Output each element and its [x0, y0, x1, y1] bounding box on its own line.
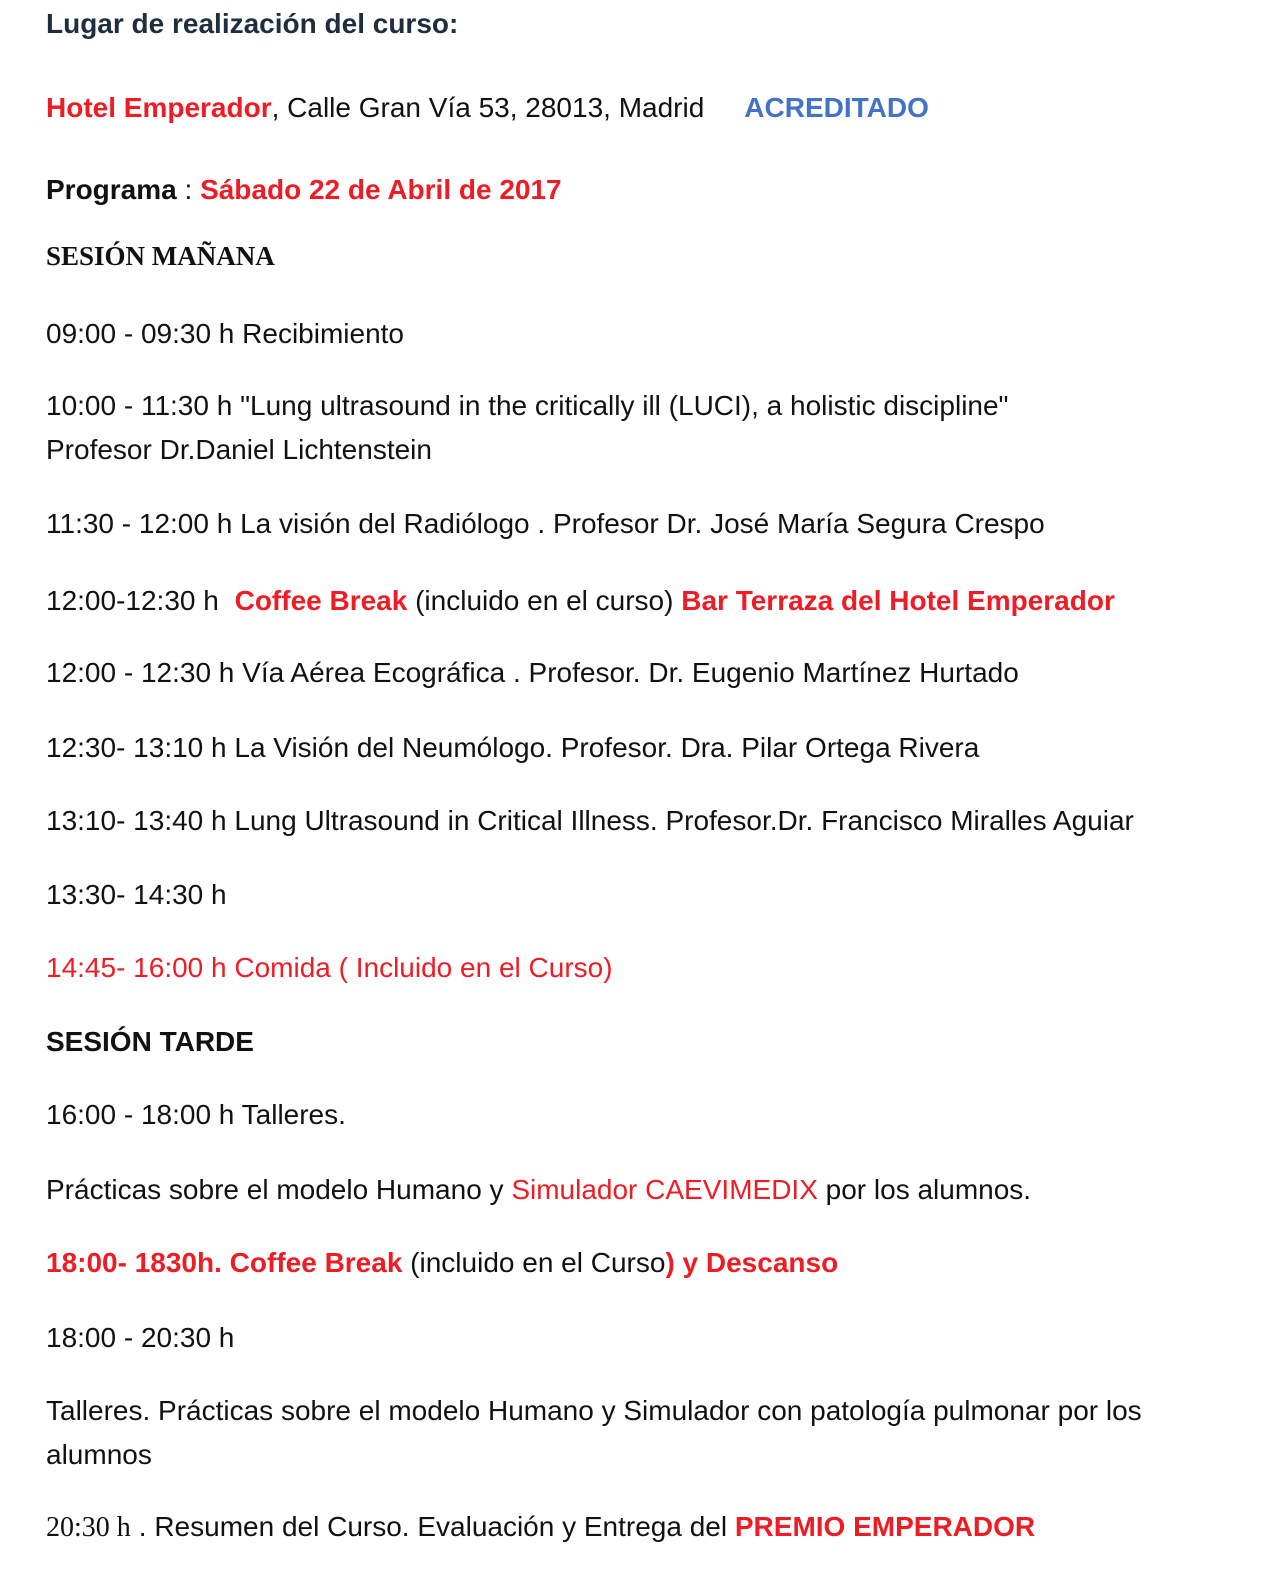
schedule-item: 13:30- 14:30 h: [46, 879, 227, 910]
lunch-item: 14:45- 16:00 h Comida ( Incluido en el Curso): [46, 952, 613, 983]
afternoon-session-heading: SESIÓN TARDE: [46, 1026, 254, 1057]
schedule-item: 13:10- 13:40 h Lung Ultrasound in Critical Illness. Profesor.Dr. Francisco Miralles Aguiar: [46, 805, 1134, 836]
coffee-break-label: 18:00- 1830h. Coffee Break: [46, 1247, 403, 1278]
schedule-item: 18:00 - 20:30 h: [46, 1322, 235, 1353]
program-date: Sábado 22 de Abril de 2017: [200, 174, 562, 205]
schedule-item: Talleres. Prácticas sobre el modelo Humano y Simulador con patología pulmonar por los: [46, 1395, 1142, 1426]
venue-line: [46, 90, 929, 126]
coffee-break-place: Bar Terraza del Hotel Emperador: [681, 585, 1115, 616]
hotel-name: Hotel Emperador: [46, 92, 272, 123]
schedule-item: 16:00 - 18:00 h Talleres.: [46, 1099, 346, 1130]
rest-label: ) y Descanso: [665, 1247, 839, 1278]
venue-heading: Lugar de realización del curso:: [46, 8, 459, 39]
schedule-item: 12:00 - 12:30 h Vía Aérea Ecográfica . Profesor. Dr. Eugenio Martínez Hurtado: [46, 657, 1019, 688]
program-label: Programa: [46, 174, 177, 205]
coffee-break-item: [46, 1245, 838, 1281]
schedule-time: 12:00-12:30 h: [46, 585, 227, 616]
simulator-name: Simulador CAEVIMEDIX: [511, 1174, 818, 1205]
schedule-item: 10:00 - 11:30 h "Lung ultrasound in the critically ill (LUCI), a holistic discipline": [46, 390, 1009, 421]
coffee-break-note: (incluido en el curso): [407, 585, 682, 616]
schedule-item: 09:00 - 09:30 h Recibimiento: [46, 318, 404, 349]
coffee-break-item: [46, 583, 1115, 619]
closing-item: [46, 1509, 1035, 1546]
accredited-badge: ACREDITADO: [744, 92, 929, 123]
schedule-time: 20:30 h: [46, 1512, 131, 1543]
venue-address: , Calle Gran Vía 53, 28013, Madrid: [271, 92, 705, 123]
schedule-item-speaker: Profesor Dr.Daniel Lichtenstein: [46, 434, 432, 465]
schedule-item-continued: alumnos: [46, 1439, 152, 1470]
coffee-break-note: (incluido en el Curso: [402, 1247, 666, 1278]
award-name: PREMIO EMPERADOR: [734, 1511, 1036, 1542]
closing-text: . Resumen del Curso. Evaluación y Entrega del: [138, 1511, 735, 1542]
practice-suffix: por los alumnos.: [817, 1174, 1032, 1205]
program-line: [46, 172, 562, 208]
morning-session-heading: SESIÓN MAÑANA: [46, 241, 275, 271]
practice-item: [46, 1172, 1031, 1208]
schedule-item: 11:30 - 12:00 h La visión del Radiólogo . Profesor Dr. José María Segura Crespo: [46, 508, 1045, 539]
schedule-item: 12:30- 13:10 h La Visión del Neumólogo. Profesor. Dra. Pilar Ortega Rivera: [46, 732, 980, 763]
program-separator: :: [176, 174, 201, 205]
practice-text: Prácticas sobre el modelo Humano y: [46, 1174, 512, 1205]
coffee-break-label: Coffee Break: [234, 585, 408, 616]
